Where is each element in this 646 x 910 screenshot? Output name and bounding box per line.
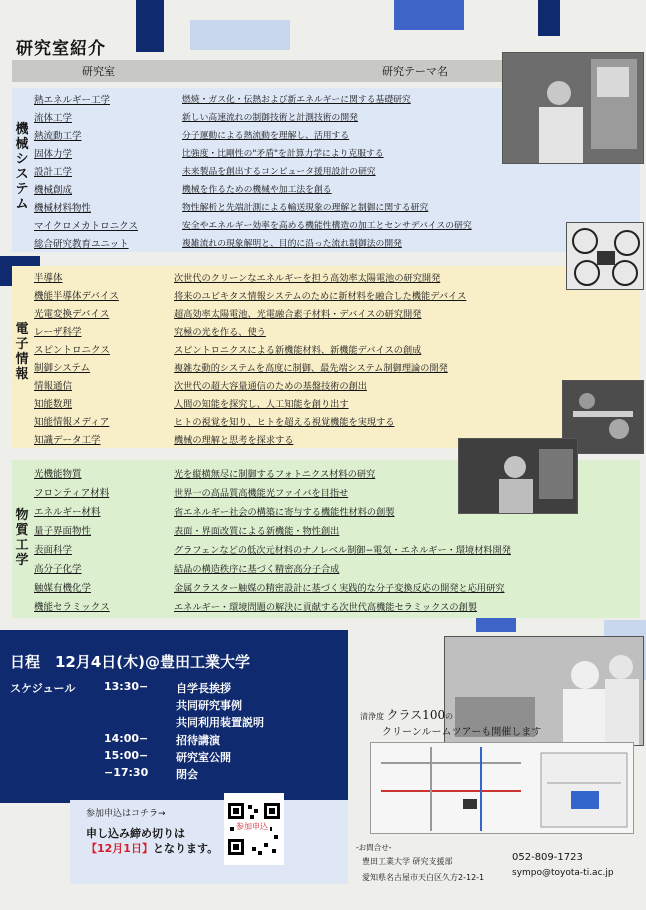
- lab-photo-researcher: [502, 52, 644, 164]
- lab-name[interactable]: 光機能物質: [34, 469, 82, 480]
- table-row: [34, 340, 638, 358]
- column-lab-header: 研究室: [82, 65, 115, 78]
- deco-block: [394, 0, 464, 30]
- schedule-time: 13:30−: [104, 680, 149, 693]
- table-row: [34, 521, 638, 539]
- lab-name[interactable]: 知能数理: [34, 399, 73, 410]
- lab-name[interactable]: 情報通信: [34, 381, 73, 392]
- contact-label: -お問合せ-: [356, 843, 392, 852]
- lab-theme: 新しい高速流れの制御技術と計測技術の開発: [182, 113, 358, 123]
- lab-theme: グラフェンなどの低次元材料のナノレベル制御−電気・エネルギー・環境材料開発: [174, 545, 511, 556]
- deadline-prefix: 申し込み締め切りは: [86, 827, 185, 840]
- table-row: [34, 180, 638, 198]
- lab-photo-drone: [566, 222, 644, 290]
- cleanroom-caption: [360, 706, 541, 738]
- deadline-date: 【12月1日】: [86, 842, 153, 855]
- lab-name[interactable]: 機械創成: [34, 185, 73, 196]
- lab-name[interactable]: 熱流動工学: [34, 131, 82, 142]
- lab-theme: 分子運動による熱流動を理解し、活用する: [182, 131, 350, 141]
- lab-theme: ヒトの視覚を知り、ヒトを超える視覚機能を実現する: [174, 417, 395, 428]
- equipment-illustration: [459, 439, 578, 514]
- deco-block: [476, 618, 516, 632]
- lab-theme: 複雑な動的システムを高度に制御、最先端システム制御理論の開発: [174, 363, 448, 374]
- lab-theme: 比強度・比剛性の"矛盾"を計算力学により克服する: [182, 149, 384, 159]
- lab-theme: 人間の知能を探究し、人工知能を創り出す: [174, 399, 349, 410]
- lab-theme: エネルギー・環境問題の解決に貢献する次世代高機能セラミックスの創製: [174, 602, 477, 613]
- lab-name[interactable]: 熱エネルギー工学: [34, 95, 111, 106]
- schedule-item: 自学長挨拶: [176, 682, 231, 695]
- table-row: [34, 198, 638, 216]
- drone-illustration: [567, 223, 644, 290]
- table-row: [34, 597, 638, 615]
- contact-email[interactable]: sympo@toyota-ti.ac.jp: [512, 868, 614, 878]
- column-theme-header: 研究テーマ名: [382, 65, 448, 78]
- qr-label: 参加申込: [236, 822, 268, 831]
- schedule-item: 研究室公開: [176, 751, 231, 764]
- group-label-mechanical: 機械システム: [15, 122, 29, 212]
- lab-name[interactable]: 表面科学: [34, 545, 73, 556]
- cleanroom-suffix: の: [445, 712, 454, 721]
- deco-block: [190, 20, 290, 50]
- lab-name[interactable]: 知識データ工学: [34, 435, 101, 446]
- map-illustration: [371, 743, 634, 834]
- lab-theme: 物性解析と先端計測による輸送現象の理解と制御に関する研究: [182, 203, 429, 213]
- lab-name[interactable]: スピントロニクス: [34, 345, 110, 356]
- deco-block: [538, 0, 560, 36]
- cleanroom-prefix: 清浄度: [360, 712, 384, 721]
- schedule-label: スケジュール: [10, 682, 76, 695]
- lab-name[interactable]: 流体工学: [34, 113, 73, 124]
- lab-theme: 将来のユビキタス情報システムのために新材料を融合した機能デバイス: [174, 291, 467, 302]
- contact-org: 豊田工業大学 研究支援部: [362, 857, 453, 866]
- table-row: [34, 578, 638, 596]
- table-row: [34, 376, 638, 394]
- table-row: [34, 162, 638, 180]
- group-label-materials: 物質工学: [15, 508, 29, 568]
- event-date: 日程 12月4日(木)@豊田工業大学: [10, 653, 251, 671]
- table-row: [34, 394, 638, 412]
- table-row: [34, 268, 638, 286]
- lab-theme: 機械の理解と思考を探求する: [174, 435, 294, 446]
- lab-name[interactable]: 触媒有機化学: [34, 583, 92, 594]
- lab-theme: 燃焼・ガス化・伝熱および新エネルギーに関する基礎研究: [182, 95, 411, 105]
- lab-theme: 金属クラスター触媒の精密設計に基づく実践的な分子変換反応の開発と応用研究: [174, 583, 505, 594]
- lab-theme: 安全やエネルギー効率を高める機能性構造の加工とセンサデバイスの研究: [182, 221, 472, 231]
- lab-name[interactable]: エネルギー材料: [34, 507, 101, 518]
- deco-block: [136, 0, 164, 52]
- lab-theme: 次世代のクリーンなエネルギーを担う高効率太陽電池の研究開発: [174, 273, 441, 284]
- contact-phone[interactable]: 052-809-1723: [512, 852, 583, 863]
- lab-name[interactable]: レーザ科学: [34, 327, 82, 338]
- lab-theme: 省エネルギー社会の構築に寄与する機能性材料の創製: [174, 507, 395, 518]
- lab-name[interactable]: 総合研究教育ユニット: [34, 239, 129, 250]
- qr-code[interactable]: [224, 793, 284, 865]
- schedule-time: 15:00−: [104, 749, 149, 762]
- schedule-item: 閉会: [176, 768, 198, 781]
- table-row: [34, 234, 638, 252]
- lab-name[interactable]: 機能セラミックス: [34, 602, 110, 613]
- table-row: [34, 216, 638, 234]
- lab-theme: 機械を作るための機械や加工法を創る: [182, 185, 332, 195]
- lab-name[interactable]: 固体力学: [34, 149, 73, 160]
- schedule-time: 14:00−: [104, 732, 149, 745]
- lab-name[interactable]: フロンティア材料: [34, 488, 110, 499]
- table-row: [34, 322, 638, 340]
- lab-theme: 複雑流れの現象解明と、目的に沿った流れ制御法の開発: [182, 239, 402, 249]
- lab-name[interactable]: 機械材料物性: [34, 203, 92, 214]
- lab-name[interactable]: 半導体: [34, 273, 63, 284]
- lab-theme: 世界一の高品質高機能光ファイバを目指せ: [174, 488, 349, 499]
- group-label-electronic: 電子情報: [15, 322, 29, 382]
- table-row: [34, 358, 638, 376]
- lab-name[interactable]: 量子界面物性: [34, 526, 92, 537]
- schedule-item: 共同研究事例: [176, 699, 242, 712]
- lab-theme: 光を縦横無尽に制御するフォトニクス材料の研究: [174, 469, 376, 480]
- lab-name[interactable]: 高分子化学: [34, 564, 82, 575]
- lab-name[interactable]: 機能半導体デバイス: [34, 291, 119, 302]
- lab-name[interactable]: 知能情報メディア: [34, 417, 110, 428]
- lab-name[interactable]: 光電変換デバイス: [34, 309, 110, 320]
- cleanroom-tour: クリーンルームツアーも開催します: [382, 727, 542, 738]
- schedule-item: 共同利用装置説明: [176, 716, 264, 729]
- lab-photo-equipment: [458, 438, 578, 514]
- access-map: [370, 742, 634, 834]
- lab-theme: 究極の光を作る、使う: [174, 327, 266, 338]
- lab-theme: 表面・界面改質による新機能・物性創出: [174, 526, 340, 537]
- schedule-item: 招待講演: [176, 734, 220, 747]
- lab-theme: 未来製品を創出するコンピュータ援用設計の研究: [182, 167, 376, 177]
- lab-theme: 次世代の超大容量通信のための基盤技術の創出: [174, 381, 367, 392]
- table-row: [34, 412, 638, 430]
- deadline-note: [86, 826, 218, 856]
- researcher-illustration: [503, 53, 644, 164]
- schedule-time: −17:30: [104, 766, 149, 779]
- table-row: [34, 286, 638, 304]
- deadline-suffix: となります。: [152, 842, 219, 855]
- lab-theme: スピントロニクスによる新機能材料、新機能デバイスの創成: [174, 345, 422, 356]
- table-row: [34, 540, 638, 558]
- lab-name[interactable]: 設計工学: [34, 167, 73, 178]
- table-row: [34, 559, 638, 577]
- contact-address: 愛知県名古屋市天白区久方2-12-1: [362, 873, 485, 882]
- lab-theme: 超高効率太陽電池、光電融合素子材料・デバイスの研究開発: [174, 309, 422, 320]
- lab-name[interactable]: マイクロメカトロニクス: [34, 221, 139, 232]
- table-row: [34, 304, 638, 322]
- lab-name[interactable]: 制御システム: [34, 363, 91, 374]
- page-title: 研究室紹介: [16, 39, 106, 59]
- apply-label: 参加申込はコチラ→: [86, 809, 166, 819]
- lab-theme: 結晶の構造秩序に基づく精密高分子合成: [174, 564, 340, 575]
- cleanroom-class: クラス100: [386, 708, 446, 722]
